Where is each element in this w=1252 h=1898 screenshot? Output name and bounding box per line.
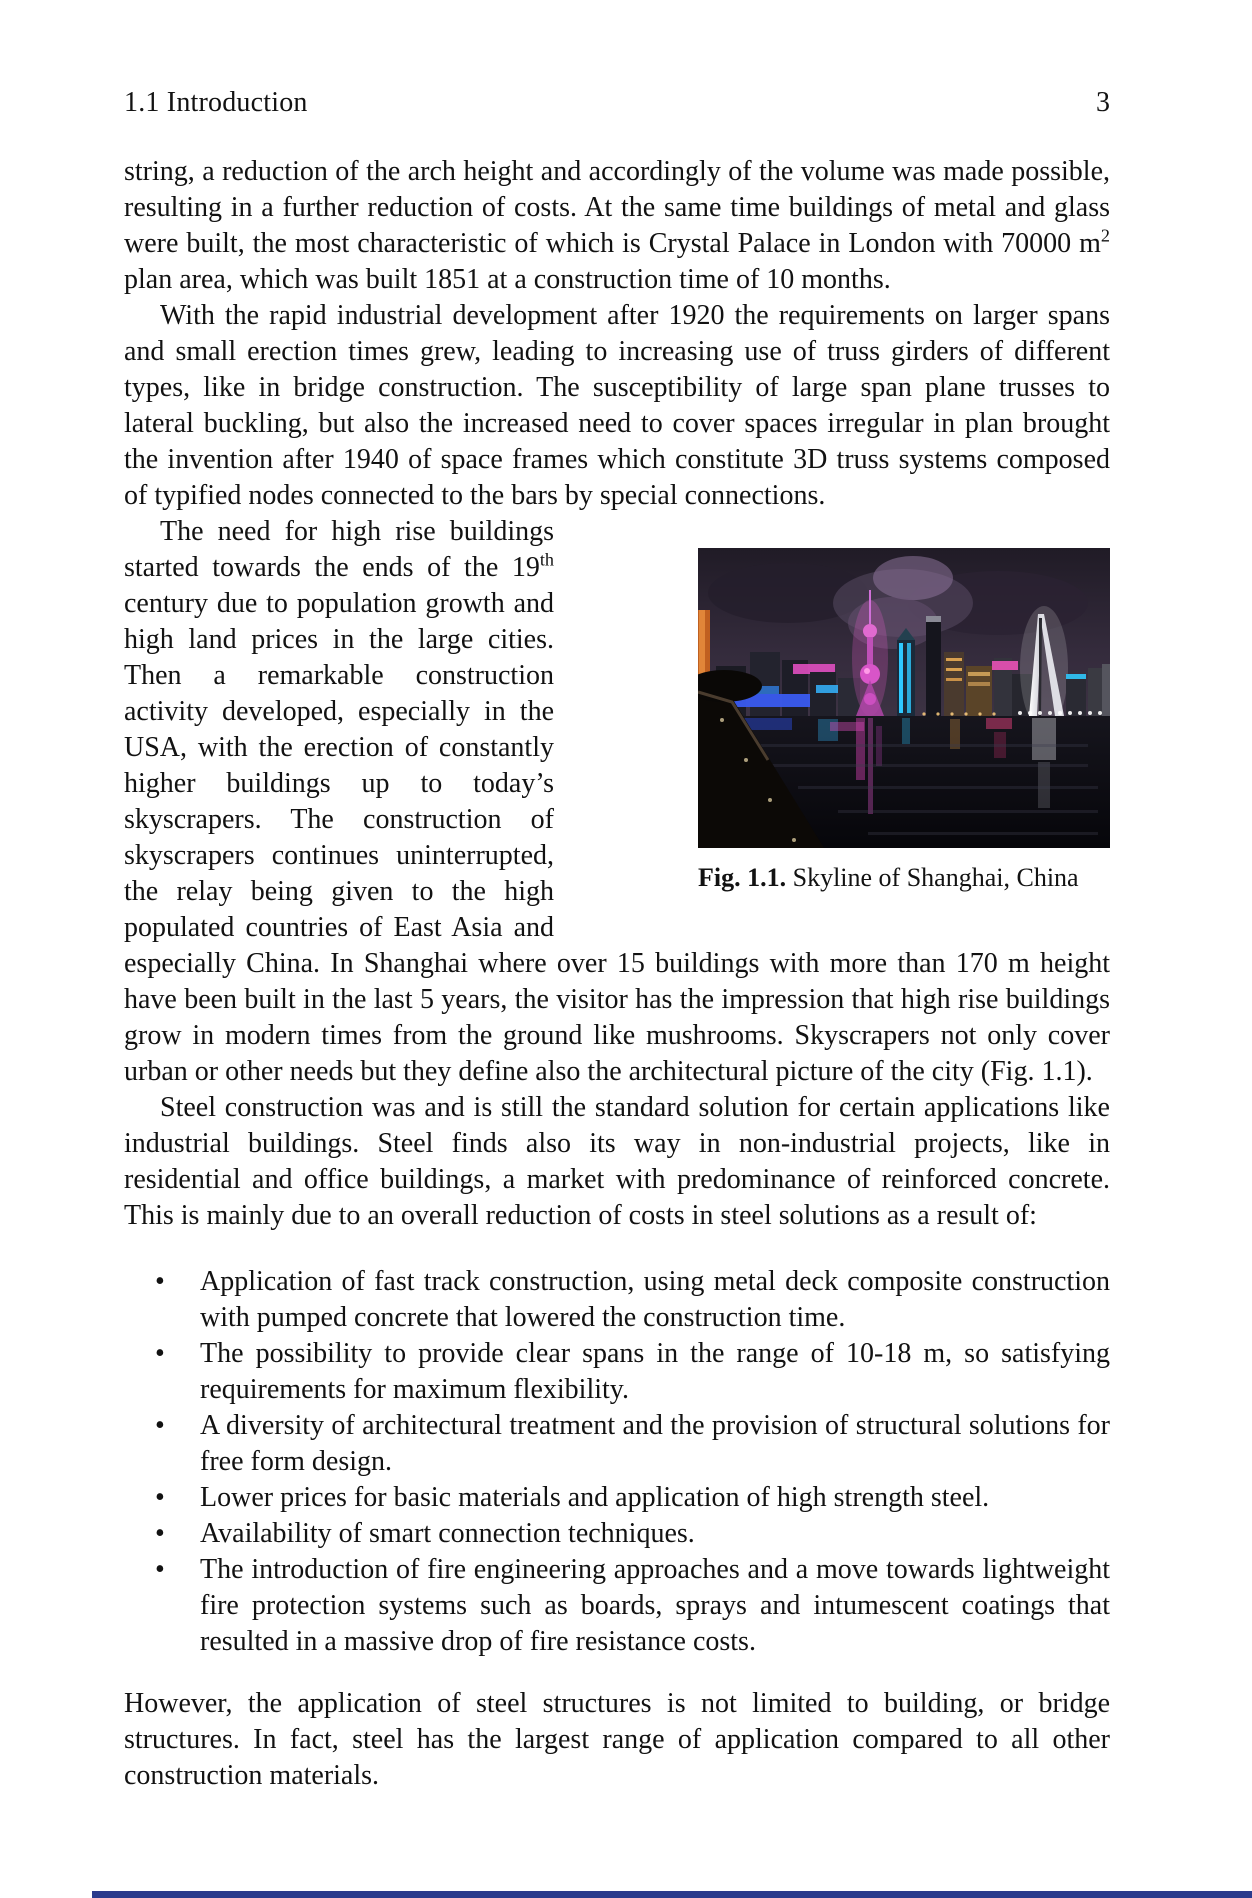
paragraph-3-text-cont: century due to population growth and high land prices in the large cities. Then a remarkable construction activity developed, especially in the USA, with the erection of constantly higher buildings up to today’s skyscrapers. The construction of skyscrapers continues uninterrupted, the relay being given to the high populated countries of East Asia and especially China. In Shanghai where over 15 buildings with more than 170 m height have been built in the last 5 years, the visitor has the impression that high rise buildings grow in modern times from the ground like mushrooms. Skyscrapers not only cover urban or other needs but they define also the architectural picture of the city (Fig. 1.1).: [124, 588, 1110, 1087]
figure-caption-label: Fig. 1.1.: [698, 863, 787, 892]
paragraph-2: With the rapid industrial development after 1920 the requirements on larger spans and small erection times grew, leading to increasing use of truss girders of different types, like in bridge construction. The susceptibility of large span plane trusses to lateral buckling, but also the increased need to cover spaces irregular in plan brought the invention after 1940 of space frames which constitute 3D truss systems composed of typified nodes connected to the bars by special connections.: [124, 300, 1110, 511]
figure-caption-text: Skyline of Shanghai, China: [786, 863, 1079, 892]
list-item: • The introduction of fire engineering approaches and a move towards lightweight fire protection systems such as boards, sprays and intumescent coatings that resulted in a massive drop of fire resistance costs.: [200, 1552, 1110, 1660]
body-text: [124, 154, 1110, 1794]
page-number: 3: [1096, 87, 1110, 118]
figure-1-1: [698, 548, 1110, 894]
shanghai-skyline-photo: [698, 548, 1110, 848]
paragraph-3-text: The need for high rise buildings started towards the ends of the 19: [124, 516, 554, 583]
list-item: • A diversity of architectural treatment and the provision of structural solutions for free form design.: [200, 1408, 1110, 1480]
bullet-list: [124, 1264, 1110, 1660]
paragraph-1-text: string, a reduction of the arch height and accordingly of the volume was made possible, resulting in a further reduction of costs. At the same time buildings of metal and glass were built, the most characteristic of which is Crystal Palace in London with 70000 m: [124, 156, 1110, 259]
figure-caption: [698, 862, 1110, 894]
list-item: • Application of fast track construction, using metal deck composite construction with pumped concrete that lowered the construction time.: [200, 1264, 1110, 1336]
paragraph-1-text-cont: plan area, which was built 1851 at a construction time of 10 months.: [124, 264, 891, 295]
superscript-th: th: [539, 549, 554, 570]
paragraph-5: However, the application of steel structures is not limited to building, or bridge structures. In fact, steel has the largest range of application compared to all other construction materials.: [124, 1688, 1110, 1791]
paragraph-1: [124, 154, 1110, 298]
list-item: • Availability of smart connection techniques.: [200, 1516, 1110, 1552]
superscript-2: 2: [1100, 225, 1110, 246]
running-header: [124, 86, 1110, 120]
paragraph-3: [124, 514, 1110, 1090]
section-heading: 1.1 Introduction: [124, 87, 308, 118]
list-item: • The possibility to provide clear spans in the range of 10-18 m, so satisfying requirements for maximum flexibility.: [200, 1336, 1110, 1408]
list-item: • Lower prices for basic materials and application of high strength steel.: [200, 1480, 1110, 1516]
paragraph-4: Steel construction was and is still the standard solution for certain applications like industrial buildings. Steel finds also its way in non-industrial projects, like in residential and office buildings, a market with predominance of reinforced concrete. This is mainly due to an overall reduction of costs in steel solutions as a result of:: [124, 1092, 1110, 1231]
bottom-edge-bar: [92, 1891, 1252, 1898]
